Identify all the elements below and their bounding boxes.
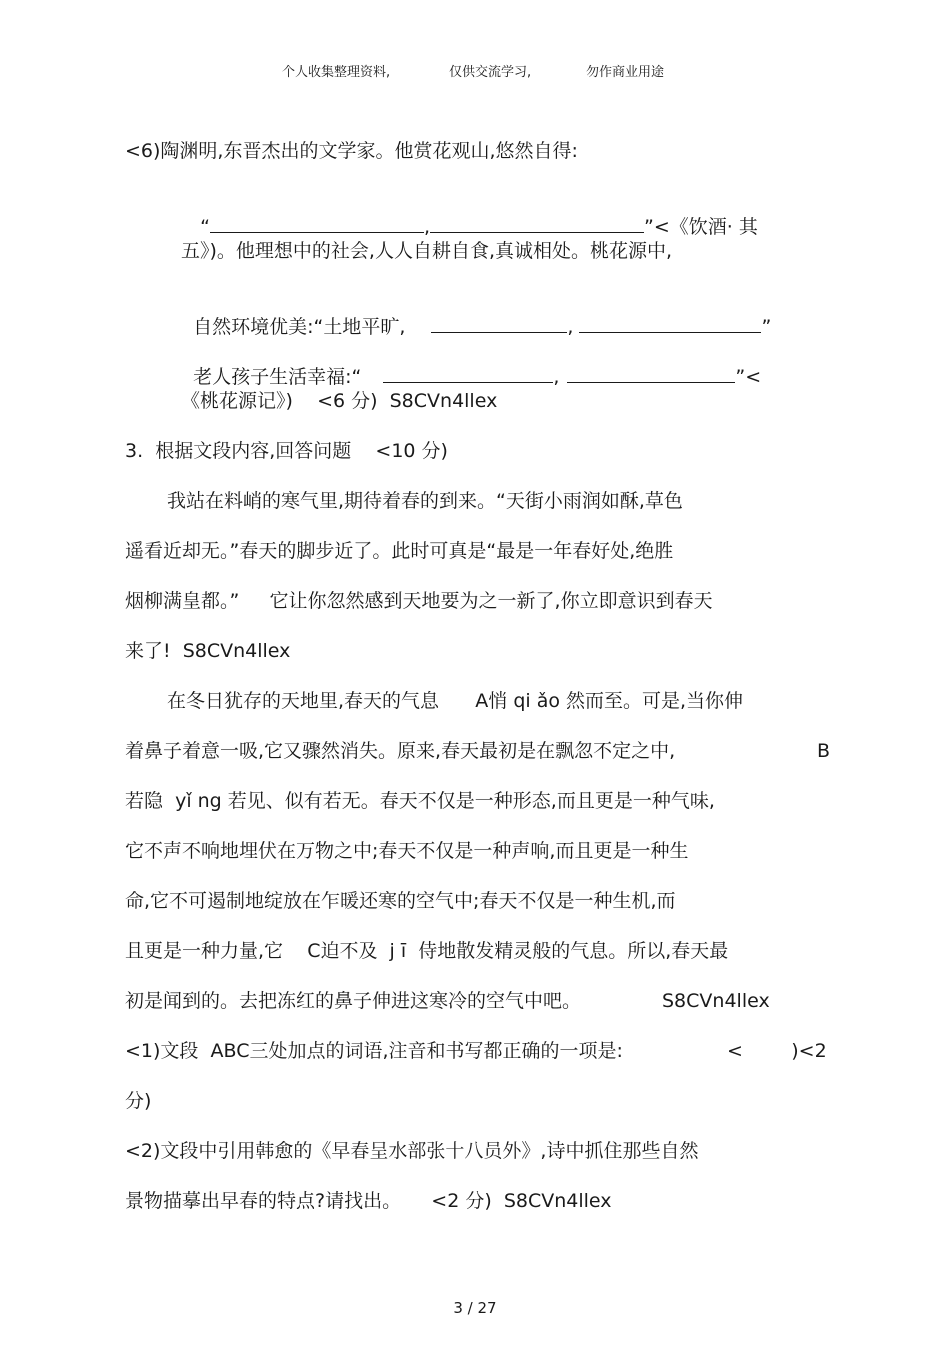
text-segment: 自然环境优美:“土地平旷,: [193, 316, 406, 338]
answer-blank[interactable]: [579, 314, 761, 333]
text-line: 若隐 yǐ ng 若见、似有若无。春天不仅是一种形态,而且更是一种气味,: [125, 790, 715, 812]
text-line: 遥看近却无。”春天的脚步近了。此时可真是“最是一年春好处,绝胜: [125, 540, 674, 562]
text-line: 在冬日犹存的天地里,春天的气息 A悄 qi ǎo 然而至。可是,当你伸: [167, 690, 744, 712]
comma: ,: [567, 316, 574, 338]
sub-question: 景物描摹出早春的特点?请找出。 <2 分) S8CVn4llex: [125, 1190, 612, 1212]
page-number: 3 / 27: [453, 1299, 497, 1317]
header-note-2: 仅供交流学习,: [449, 65, 532, 80]
header-note-1: 个人收集整理资料,: [282, 65, 391, 80]
text-line: <6)陶渊明,东晋杰出的文学家。他赏花观山,悠然自得:: [125, 140, 578, 162]
text-line: S8CVn4llex: [662, 990, 770, 1012]
sub-question: <1)文段 ABC三处加点的词语,注音和书写都正确的一项是:: [125, 1040, 623, 1062]
text-line: 初是闻到的。去把冻红的鼻子伸进这寒冷的空气中吧。: [125, 990, 582, 1012]
text-line: 《桃花源记》) <6 分) S8CVn4llex: [181, 390, 498, 412]
text-segment: 老人孩子生活幸福:“: [193, 366, 362, 388]
text-line: [181, 338, 761, 390]
header-note-3: 勿作商业用途: [586, 65, 665, 80]
sub-question: 分): [125, 1090, 152, 1112]
answer-blank[interactable]: [430, 214, 644, 233]
question-title: 3. 根据文段内容,回答问题 <10 分): [125, 440, 448, 462]
sub-question: <2)文段中引用韩愈的《早春呈水部张十八员外》,诗中抓住那些自然: [125, 1140, 699, 1162]
answer-blank[interactable]: [383, 364, 553, 383]
answer-blank[interactable]: [567, 364, 735, 383]
text-line: 它不声不响地埋伏在万物之中;春天不仅是一种声响,而且更是一种生: [125, 840, 689, 862]
quote-open: “: [200, 216, 210, 238]
text-line: 我站在料峭的寒气里,期待着春的到来。“天街小雨润如酥,草色: [167, 490, 683, 512]
text-line: 五》)。他理想中的社会,人人自耕自食,真诚相处。桃花源中,: [181, 240, 673, 262]
sub-question: < )<2: [727, 1040, 827, 1062]
text-line: 命,它不可遏制地绽放在乍暖还寒的空气中;春天不仅是一种生机,而: [125, 890, 676, 912]
text-line: 烟柳满皇都。” 它让你忽然感到天地要为之一新了,你立即意识到春天: [125, 590, 713, 612]
text-line: 来了! S8CVn4llex: [125, 640, 291, 662]
answer-blank[interactable]: [210, 214, 424, 233]
text-line: 且更是一种力量,它 C迫不及 j ī 侍地散发精灵般的气息。所以,春天最: [125, 940, 729, 962]
quote-close: ”: [761, 316, 772, 338]
text-line: 着鼻子着意一吸,它又骤然消失。原来,春天最初是在飘忽不定之中,: [125, 740, 676, 762]
comma: ,: [423, 216, 430, 238]
source-ref: ”<《饮酒· 其: [643, 216, 758, 238]
answer-blank[interactable]: [431, 314, 567, 333]
text-line: B: [817, 740, 831, 762]
quote-close: ”<: [735, 366, 762, 388]
text-line: [188, 188, 758, 240]
text-line: [181, 288, 771, 340]
comma: ,: [553, 366, 560, 388]
